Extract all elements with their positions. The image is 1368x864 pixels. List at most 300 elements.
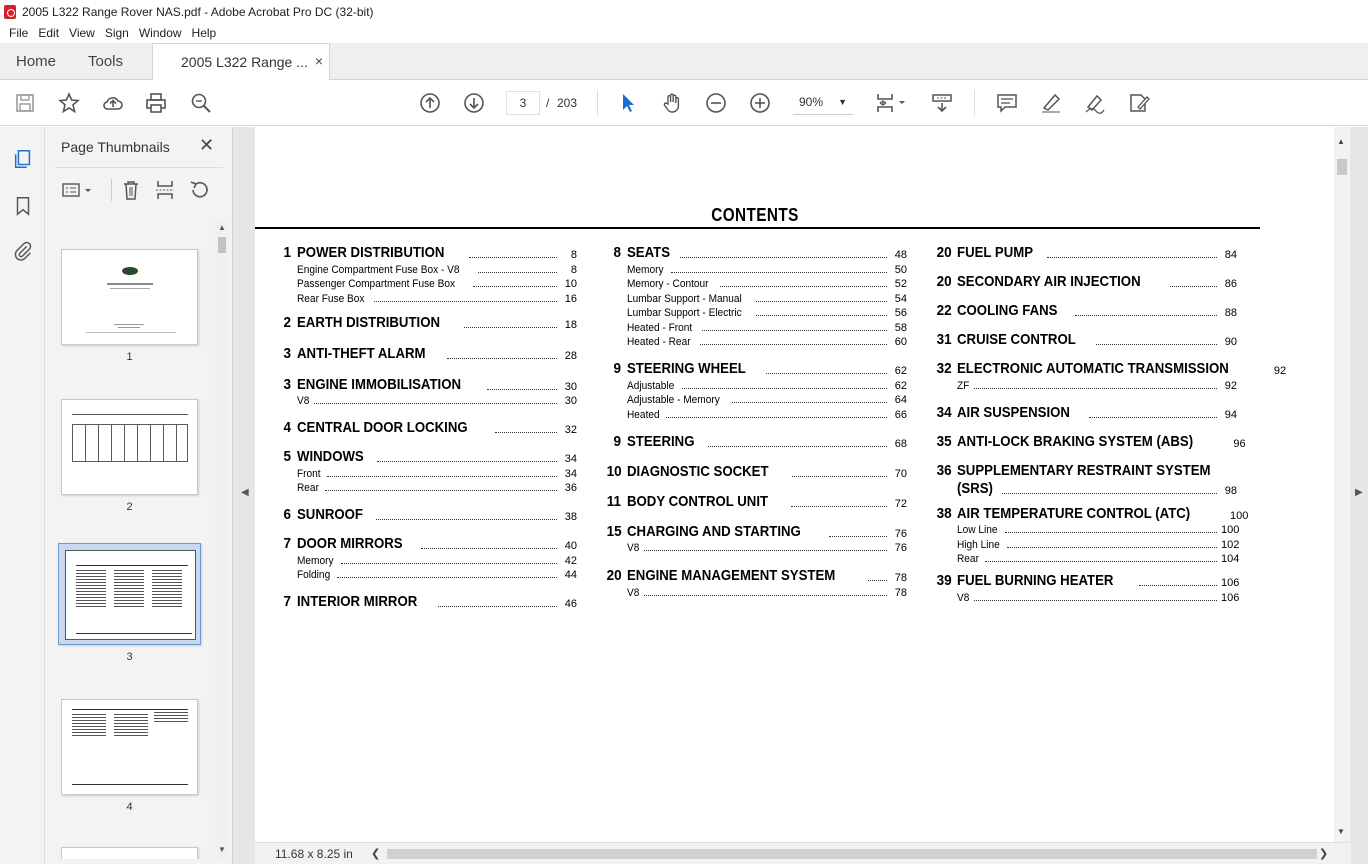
thumbnail-page-number: 1 — [126, 351, 133, 363]
contents-entry — [935, 330, 1237, 348]
subentry-title: High Line — [957, 538, 1000, 551]
contents-entry — [275, 375, 577, 408]
contents-subentry — [935, 551, 1240, 566]
dot-leader — [341, 563, 557, 564]
section-number: 7 — [283, 593, 291, 610]
zoom-in-icon[interactable] — [748, 92, 772, 114]
page-total: 203 — [557, 96, 578, 110]
section-page-number: 90 — [1224, 336, 1237, 348]
section-page-number: 106 — [1221, 577, 1240, 589]
subentry-page-number: 104 — [1221, 553, 1240, 565]
select-cursor-icon[interactable] — [616, 92, 640, 114]
dot-leader — [756, 301, 887, 302]
contents-entry-heading — [935, 571, 1240, 589]
scroll-down-icon[interactable]: ▼ — [1337, 827, 1345, 836]
subentry-page-number: 34 — [564, 467, 577, 480]
subentry-page-number: 50 — [894, 263, 907, 276]
horizontal-scrollbar[interactable] — [387, 849, 1317, 859]
subentry-page-number: 58 — [894, 321, 907, 334]
menu-help[interactable]: Help — [191, 26, 217, 40]
subentry-page-number: 10 — [564, 278, 577, 290]
section-title: DOOR MIRRORS — [297, 535, 403, 552]
menu-file[interactable]: File — [9, 26, 29, 40]
subentry-page-number: 62 — [894, 379, 907, 392]
contents-entry-heading — [605, 522, 907, 540]
section-title: INTERIOR MIRROR — [297, 593, 418, 610]
dot-leader — [374, 301, 557, 302]
contents-entry-heading — [275, 534, 577, 552]
contents-entry-heading — [605, 566, 907, 584]
page-thumbnail[interactable] — [61, 249, 198, 345]
attachments-icon[interactable] — [11, 239, 35, 263]
section-number: 32 — [936, 360, 952, 377]
contents-subentry — [275, 552, 577, 567]
contents-subentry — [605, 290, 907, 305]
section-page-number: 76 — [894, 527, 907, 540]
subentry-page-number: 54 — [894, 292, 907, 305]
tab-document[interactable] — [152, 43, 330, 80]
contents-subentry — [605, 305, 907, 320]
section-title: BODY CONTROL UNIT — [627, 492, 769, 510]
dot-leader — [1002, 493, 1217, 494]
section-page-number: 8 — [570, 249, 577, 261]
page-thumbnails-icon[interactable] — [11, 147, 35, 171]
section-title: ENGINE IMMOBILISATION — [297, 375, 462, 393]
contents-entry-heading — [935, 330, 1237, 348]
subentry-title: Adjustable — [627, 379, 675, 392]
section-page-number: 94 — [1224, 408, 1237, 421]
section-number: 9 — [613, 360, 621, 377]
menu-bar — [0, 23, 1368, 43]
subentry-title: Rear — [957, 553, 979, 565]
find-search-icon[interactable] — [189, 92, 213, 114]
section-page-number: 46 — [564, 598, 577, 610]
options-menu-icon[interactable] — [61, 179, 97, 201]
navigation-rail — [0, 127, 45, 864]
section-page-number: 32 — [564, 424, 577, 436]
contents-entry — [935, 432, 1246, 450]
close-icon[interactable]: ✕ — [199, 135, 215, 155]
subentry-title: Low Line — [957, 524, 998, 536]
dot-leader — [1047, 257, 1217, 258]
subentry-page-number: 102 — [1221, 538, 1240, 551]
section-page-number: 38 — [564, 511, 577, 523]
contents-entry — [605, 522, 907, 555]
zoom-level-value: 90% — [799, 95, 824, 109]
insert-page-icon[interactable] — [153, 179, 177, 201]
menu-view[interactable]: View — [69, 26, 95, 40]
comment-icon[interactable] — [995, 92, 1019, 114]
contents-entry — [275, 592, 577, 610]
chevron-down-icon: ▼ — [838, 97, 847, 107]
scroll-up-icon[interactable]: ▲ — [1337, 137, 1345, 146]
section-number: 36 — [936, 461, 952, 479]
section-title: STEERING WHEEL — [627, 360, 746, 377]
subentry-title: Lumbar Support - Electric — [627, 307, 742, 319]
contents-subentry — [605, 276, 907, 291]
collapse-left-panel-icon[interactable]: ◀ — [241, 487, 249, 498]
highlight-pen-icon[interactable] — [1039, 92, 1063, 114]
contents-entry — [935, 461, 1237, 497]
section-page-number: 68 — [894, 437, 907, 450]
scroll-left-icon[interactable]: ❮ — [371, 848, 381, 860]
section-page-number: 100 — [1229, 509, 1249, 522]
contents-column-2 — [605, 243, 907, 599]
dot-leader — [700, 344, 887, 345]
section-title: ANTI-LOCK BRAKING SYSTEM (ABS) — [957, 432, 1194, 450]
contents-entry-heading — [935, 301, 1237, 319]
contents-entry-heading — [275, 505, 577, 523]
contents-entry-heading — [935, 432, 1246, 450]
contents-entry-heading — [935, 243, 1237, 261]
rotate-page-icon[interactable] — [187, 179, 211, 201]
dot-leader — [314, 403, 557, 404]
contents-entry — [935, 243, 1237, 261]
contents-entry-heading — [935, 504, 1249, 522]
dot-leader — [1170, 286, 1217, 287]
scroll-mode-icon[interactable] — [930, 92, 954, 114]
dot-leader — [792, 476, 887, 477]
section-number: 34 — [936, 403, 952, 421]
section-page-number: 86 — [1224, 278, 1237, 290]
subentry-title: V8 — [627, 542, 640, 554]
dot-leader — [868, 580, 887, 581]
contents-entry — [935, 403, 1237, 421]
subentry-title: Lumbar Support - Manual — [627, 292, 742, 305]
subentry-page-number: 100 — [1221, 524, 1240, 536]
dot-leader — [985, 561, 1217, 562]
section-page-number: 96 — [1233, 437, 1246, 450]
thumbnail-scrollbar[interactable] — [215, 219, 229, 859]
subentry-title: Folding — [297, 569, 331, 581]
dot-leader — [974, 600, 1217, 601]
section-number: 4 — [283, 419, 291, 436]
subentry-page-number: 56 — [894, 307, 907, 319]
contents-entry — [275, 505, 577, 523]
contents-entry — [275, 313, 577, 331]
subentry-page-number: 42 — [564, 554, 577, 567]
contents-subentry — [605, 392, 907, 407]
subentry-title: Adjustable - Memory — [627, 394, 720, 406]
section-number: 1 — [283, 244, 291, 261]
contents-entry-heading — [935, 403, 1237, 421]
contents-entry — [275, 534, 577, 581]
contents-subentry — [935, 589, 1240, 604]
dot-leader — [671, 272, 887, 273]
contents-entry-heading — [605, 492, 907, 510]
dot-leader — [644, 550, 887, 551]
subentry-title: Front — [297, 467, 321, 480]
contents-entry — [605, 243, 907, 348]
document-viewport — [233, 127, 1368, 864]
dot-leader — [377, 461, 557, 462]
section-number: 15 — [606, 522, 622, 540]
scrollbar-thumb[interactable] — [1337, 159, 1347, 175]
section-title: ENGINE MANAGEMENT SYSTEM — [627, 567, 836, 584]
title-bar — [0, 0, 1368, 23]
section-title: ANTI-THEFT ALARM — [297, 344, 426, 362]
expand-right-panel-icon[interactable]: ▶ — [1355, 487, 1363, 498]
menu-sign[interactable]: Sign — [104, 26, 129, 40]
thumbnails-panel — [45, 127, 233, 864]
contents-entry-heading — [605, 432, 907, 450]
panel-title: Page Thumbnails — [61, 139, 170, 155]
contents-entry — [935, 301, 1237, 319]
subentry-page-number: 60 — [894, 336, 907, 348]
contents-subentry — [605, 319, 907, 334]
dot-leader — [1096, 344, 1217, 345]
contents-entry-heading — [275, 418, 577, 436]
dot-leader — [376, 519, 557, 520]
contents-subentry — [605, 377, 907, 392]
zoom-out-icon[interactable] — [704, 92, 728, 114]
contents-subentry — [275, 276, 577, 291]
contents-entry-heading — [275, 243, 577, 261]
section-title: CRUISE CONTROL — [957, 331, 1076, 348]
dot-leader — [337, 577, 557, 578]
subentry-title: Memory — [627, 263, 664, 276]
section-number: 2 — [283, 313, 291, 331]
dot-leader — [1075, 315, 1217, 316]
section-title: COOLING FANS — [957, 302, 1058, 319]
section-title: AIR SUSPENSION — [957, 403, 1070, 421]
heading-rule — [255, 227, 1260, 229]
page-size-readout: 11.68 x 8.25 in — [275, 847, 353, 861]
main-toolbar — [0, 80, 1368, 126]
contents-entry-heading — [275, 344, 577, 362]
dot-leader — [732, 402, 887, 403]
section-number: 20 — [936, 244, 952, 261]
fill-sign-icon[interactable] — [1127, 92, 1151, 114]
section-title: EARTH DISTRIBUTION — [297, 313, 440, 331]
dot-leader — [829, 536, 888, 537]
section-number: 38 — [936, 504, 952, 522]
dot-leader — [1089, 417, 1217, 418]
contents-entry — [935, 504, 1249, 566]
thumbnail-list — [45, 219, 215, 859]
page-thumbnail-selected[interactable] — [58, 543, 201, 645]
draw-sign-icon[interactable] — [1083, 92, 1107, 114]
dot-leader — [469, 257, 558, 258]
section-title: SECONDARY AIR INJECTION — [957, 273, 1141, 290]
contents-entry-heading — [275, 592, 577, 610]
contents-subentry — [275, 465, 577, 480]
print-icon[interactable] — [144, 92, 168, 114]
subentry-page-number: 78 — [894, 586, 907, 599]
section-title: CENTRAL DOOR LOCKING — [297, 419, 468, 436]
section-page-number: 72 — [894, 497, 907, 510]
toolbar-divider — [974, 90, 975, 116]
section-title: WINDOWS — [297, 448, 364, 465]
menu-window[interactable]: Window — [138, 26, 182, 40]
upload-cloud-icon[interactable] — [101, 92, 125, 114]
subentry-title: Memory — [297, 554, 334, 567]
section-number: 22 — [936, 302, 952, 319]
section-number: 11 — [606, 492, 621, 510]
dot-leader — [327, 476, 557, 477]
subentry-title: V8 — [627, 586, 640, 599]
thumbnail-page-number: 2 — [126, 501, 133, 513]
thumbnail-page-number: 4 — [126, 801, 133, 813]
contents-subentry — [935, 377, 1237, 392]
tab-home[interactable]: Home — [16, 53, 57, 70]
contents-entry — [275, 447, 577, 494]
section-page-number: 84 — [1224, 249, 1237, 261]
contents-entry-heading — [605, 359, 907, 377]
section-title-continued — [935, 479, 1237, 497]
subentry-title: Rear — [297, 482, 319, 494]
page-display-icon[interactable] — [874, 92, 908, 114]
contents-column-3 — [935, 243, 1287, 604]
subentry-page-number: 16 — [564, 292, 577, 305]
subentry-title: Heated - Front — [627, 321, 693, 334]
contents-entry — [605, 462, 907, 480]
contents-subentry — [935, 522, 1240, 537]
contents-entry-heading — [935, 359, 1287, 377]
page-thumbnail[interactable] — [61, 699, 198, 795]
section-title-line-2: (SRS) — [957, 479, 993, 497]
contents-entry — [275, 243, 577, 305]
scrollbar-thumb[interactable] — [218, 237, 226, 253]
subentry-title: ZF — [957, 379, 970, 392]
hand-tool-icon[interactable] — [660, 92, 684, 114]
dot-leader — [974, 388, 1217, 389]
save-icon[interactable] — [13, 92, 37, 114]
section-number: 3 — [283, 344, 291, 362]
contents-heading: CONTENTS — [711, 205, 799, 225]
tab-tools[interactable]: Tools — [88, 53, 124, 70]
zoom-level-select[interactable] — [793, 91, 853, 115]
scroll-down-icon[interactable]: ▼ — [218, 845, 226, 854]
tab-close-icon[interactable]: × — [314, 53, 323, 69]
delete-page-icon[interactable] — [119, 179, 143, 201]
contents-entry — [605, 432, 907, 450]
contents-subentry — [605, 334, 907, 349]
contents-entry — [605, 566, 907, 599]
dot-leader — [1005, 532, 1217, 533]
section-page-number: 62 — [894, 365, 907, 377]
subentry-title: Engine Compartment Fuse Box - V8 — [297, 263, 460, 276]
dot-leader — [720, 286, 887, 287]
dot-leader — [644, 595, 887, 596]
dot-leader — [473, 286, 557, 287]
contents-subentry — [605, 261, 907, 276]
panel-tool-divider — [111, 179, 112, 201]
section-page-number: 28 — [564, 349, 577, 362]
page-number-input[interactable]: 3 — [506, 91, 540, 115]
section-number: 10 — [606, 462, 622, 480]
section-title: FUEL PUMP — [957, 244, 1034, 261]
subentry-page-number: 52 — [894, 278, 907, 290]
section-number: 20 — [936, 273, 952, 290]
contents-entry-heading — [605, 462, 907, 480]
subentry-title: Rear Fuse Box — [297, 292, 365, 305]
section-title: CHARGING AND STARTING — [627, 522, 801, 540]
section-page-number: 98 — [1224, 484, 1237, 497]
dot-leader — [495, 432, 557, 433]
contents-entry-heading — [935, 461, 1237, 479]
section-page-number: 48 — [894, 249, 907, 261]
dot-leader — [708, 446, 887, 447]
pdf-page — [255, 127, 1335, 842]
section-title: FUEL BURNING HEATER — [957, 572, 1114, 589]
tab-bar — [0, 43, 1368, 80]
contents-entry — [605, 359, 907, 421]
dot-leader — [478, 272, 557, 273]
page-separator: / — [546, 96, 550, 110]
page-thumbnail[interactable] — [61, 847, 198, 859]
page-thumbnail[interactable] — [61, 399, 198, 495]
section-number: 31 — [936, 331, 952, 348]
subentry-page-number: 76 — [894, 542, 907, 554]
section-title: AIR TEMPERATURE CONTROL (ATC) — [957, 504, 1191, 522]
document-scrollbar[interactable] — [1334, 127, 1350, 842]
dot-leader — [756, 315, 887, 316]
contents-entry-heading — [275, 447, 577, 465]
subentry-page-number: 66 — [894, 408, 907, 421]
scroll-right-icon[interactable]: ❯ — [1319, 848, 1329, 860]
section-number: 20 — [606, 567, 622, 584]
dot-leader — [464, 327, 558, 328]
contents-entry — [275, 344, 577, 362]
section-page-number: 78 — [894, 572, 907, 584]
subentry-page-number: 92 — [1224, 379, 1237, 392]
contents-column-1 — [275, 243, 577, 610]
contents-entry — [935, 272, 1237, 290]
window-title: 2005 L322 Range Rover NAS.pdf - Adobe Acrobat Pro DC (32-bit) — [22, 4, 374, 19]
section-title: SEATS — [627, 244, 671, 261]
menu-edit[interactable]: Edit — [38, 26, 60, 40]
contents-subentry — [275, 480, 577, 495]
subentry-title: V8 — [957, 591, 970, 604]
next-page-icon[interactable] — [462, 92, 486, 114]
status-bar — [255, 842, 1351, 864]
section-page-number: 88 — [1224, 307, 1237, 319]
dot-leader — [487, 389, 557, 390]
dot-leader — [766, 373, 887, 374]
panel-divider — [55, 167, 223, 168]
bookmarks-icon[interactable] — [11, 194, 35, 218]
section-number: 5 — [283, 448, 291, 465]
contents-subentry — [275, 290, 577, 305]
contents-entry-heading — [275, 313, 577, 331]
dot-leader — [447, 358, 557, 359]
contents-entry-heading — [935, 272, 1237, 290]
section-page-number: 34 — [564, 453, 577, 465]
contents-subentry — [275, 393, 577, 408]
section-number: 6 — [283, 506, 291, 523]
bookmark-star-icon[interactable] — [57, 92, 81, 114]
section-page-number: 40 — [564, 540, 577, 552]
section-title: DIAGNOSTIC SOCKET — [627, 462, 769, 480]
previous-page-icon[interactable] — [418, 92, 442, 114]
subentry-page-number: 44 — [564, 569, 577, 581]
subentry-title: Memory - Contour — [627, 278, 709, 290]
subentry-page-number: 30 — [564, 395, 577, 407]
section-number: 8 — [613, 244, 621, 261]
contents-entry-heading — [275, 375, 577, 393]
section-number: 9 — [613, 432, 621, 450]
subentry-title: Passenger Compartment Fuse Box — [297, 278, 456, 290]
contents-subentry — [275, 567, 577, 582]
contents-subentry — [605, 584, 907, 599]
dot-leader — [702, 330, 887, 331]
contents-subentry — [275, 261, 577, 276]
section-title: SUNROOF — [297, 506, 363, 523]
subentry-title: V8 — [297, 395, 310, 407]
dot-leader — [1139, 585, 1217, 586]
scroll-up-icon[interactable]: ▲ — [218, 223, 226, 232]
